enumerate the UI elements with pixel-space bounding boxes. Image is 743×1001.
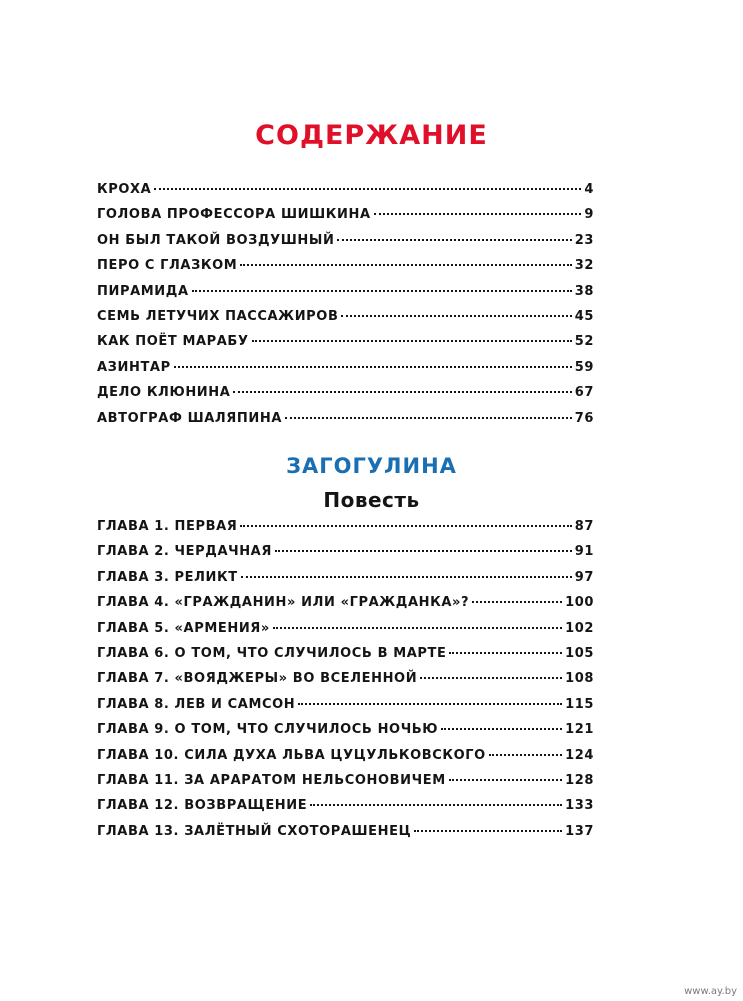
entry-title: АВТОГРАФ ШАЛЯПИНА [97, 410, 283, 426]
dot-leader [449, 651, 562, 654]
dot-leader [449, 778, 562, 781]
toc-entry [97, 207, 594, 232]
chapter-title: ГЛАВА 2. ЧЕРДАЧНАЯ [97, 544, 272, 560]
toc-entry [97, 360, 594, 385]
chapter-title: ГЛАВА 4. «ГРАЖДАНИН» ИЛИ «ГРАЖДАНКА»? [97, 595, 470, 611]
entry-page: 9 [584, 207, 594, 223]
dot-leader [298, 702, 562, 705]
toc-chapter [97, 798, 594, 823]
chapter-title: ГЛАВА 3. РЕЛИКТ [97, 569, 238, 585]
chapter-page: 121 [565, 722, 594, 738]
chapter-title: ГЛАВА 5. «АРМЕНИЯ» [97, 620, 270, 636]
chapter-title: ГЛАВА 1. ПЕРВАЯ [97, 519, 238, 534]
chapter-page: 115 [565, 696, 594, 712]
chapter-page: 105 [565, 645, 594, 661]
section-title: ЗАГОГУЛИНА [286, 454, 457, 478]
chapter-title: ГЛАВА 6. О ТОМ, ЧТО СЛУЧИЛОСЬ В МАРТЕ [97, 645, 447, 661]
toc-entry [97, 258, 594, 283]
chapter-title: ГЛАВА 7. «ВОЯДЖЕРЫ» ВО ВСЕЛЕННОЙ [97, 671, 418, 687]
toc-chapter [97, 595, 594, 620]
chapter-page: 128 [565, 772, 594, 788]
watermark: www.ay.by [684, 986, 737, 997]
entry-page: 45 [574, 308, 594, 324]
dot-leader [174, 365, 572, 368]
toc-chapter [97, 671, 594, 696]
chapter-title: ГЛАВА 12. ВОЗВРАЩЕНИЕ [97, 798, 308, 814]
toc-chapter [97, 824, 594, 849]
toc-entry [97, 309, 594, 334]
toc-chapter [97, 570, 594, 595]
entry-title: СЕМЬ ЛЕТУЧИХ ПАССАЖИРОВ [97, 308, 339, 324]
toc-entry [97, 411, 594, 436]
entry-page: 67 [574, 385, 594, 401]
chapter-page: 137 [565, 823, 594, 839]
toc-chapter [97, 722, 594, 747]
toc-chapter [97, 621, 594, 646]
toc-chapter [97, 519, 594, 544]
toc-entry [97, 182, 594, 207]
dot-leader [241, 575, 572, 578]
chapter-title: ГЛАВА 9. О ТОМ, ЧТО СЛУЧИЛОСЬ НОЧЬЮ [97, 722, 439, 738]
entry-page: 38 [574, 283, 594, 299]
dot-leader [341, 314, 571, 317]
entry-title: ПЕРО С ГЛАЗКОМ [97, 258, 238, 274]
chapter-page: 133 [565, 798, 594, 814]
toc-chapter [97, 748, 594, 773]
chapter-title: ГЛАВА 13. ЗАЛЁТНЫЙ СХОТОРАШЕНЕЦ [97, 823, 412, 839]
toc-chapter [97, 697, 594, 722]
chapter-title: ГЛАВА 8. ЛЕВ И САМСОН [97, 696, 296, 712]
toc-chapter [97, 544, 594, 569]
dot-leader [154, 187, 581, 190]
toc-entry [97, 284, 594, 309]
contents-list [97, 182, 594, 436]
dot-leader [472, 600, 562, 603]
section-subtitle: Повесть [323, 488, 420, 512]
dot-leader [240, 524, 571, 527]
contents-title: СОДЕРЖАНИЕ [255, 120, 488, 151]
entry-title: КАК ПОЁТ МАРАБУ [97, 334, 249, 350]
entry-title: КРОХА [97, 182, 152, 197]
dot-leader [414, 829, 562, 832]
entry-page: 4 [584, 182, 594, 197]
dot-leader [441, 727, 562, 730]
chapter-page: 87 [574, 519, 594, 534]
toc-entry [97, 334, 594, 359]
dot-leader [310, 803, 562, 806]
entry-page: 76 [574, 410, 594, 426]
toc-chapter [97, 646, 594, 671]
chapter-title: ГЛАВА 11. ЗА АРАРАТОМ НЕЛЬСОНОВИЧЕМ [97, 772, 446, 788]
entry-title: ГОЛОВА ПРОФЕССОРА ШИШКИНА [97, 207, 371, 223]
dot-leader [285, 416, 572, 419]
entry-title: ДЕЛО КЛЮНИНА [97, 385, 231, 401]
entry-page: 23 [574, 232, 594, 248]
chapter-list [97, 519, 594, 849]
entry-title: АЗИНТАР [97, 359, 171, 375]
chapter-page: 102 [565, 620, 594, 636]
dot-leader [192, 289, 572, 292]
chapter-page: 97 [574, 569, 594, 585]
dot-leader [273, 626, 562, 629]
chapter-page: 100 [565, 595, 594, 611]
entry-title: ПИРАМИДА [97, 283, 189, 299]
dot-leader [337, 238, 571, 241]
dot-leader [420, 676, 562, 679]
dot-leader [233, 390, 571, 393]
chapter-page: 91 [574, 544, 594, 560]
chapter-page: 124 [565, 747, 594, 763]
dot-leader [275, 549, 572, 552]
dot-leader [240, 263, 571, 266]
entry-page: 52 [574, 334, 594, 350]
toc-entry [97, 233, 594, 258]
toc-entry [97, 385, 594, 410]
chapter-page: 108 [565, 671, 594, 687]
entry-title: ОН БЫЛ ТАКОЙ ВОЗДУШНЫЙ [97, 232, 335, 248]
dot-leader [252, 339, 572, 342]
dot-leader [374, 212, 582, 215]
dot-leader [489, 753, 562, 756]
entry-page: 32 [574, 258, 594, 274]
chapter-title: ГЛАВА 10. СИЛА ДУХА ЛЬВА ЦУЦУЛЬКОВСКОГО [97, 747, 486, 763]
entry-page: 59 [574, 359, 594, 375]
toc-chapter [97, 773, 594, 798]
